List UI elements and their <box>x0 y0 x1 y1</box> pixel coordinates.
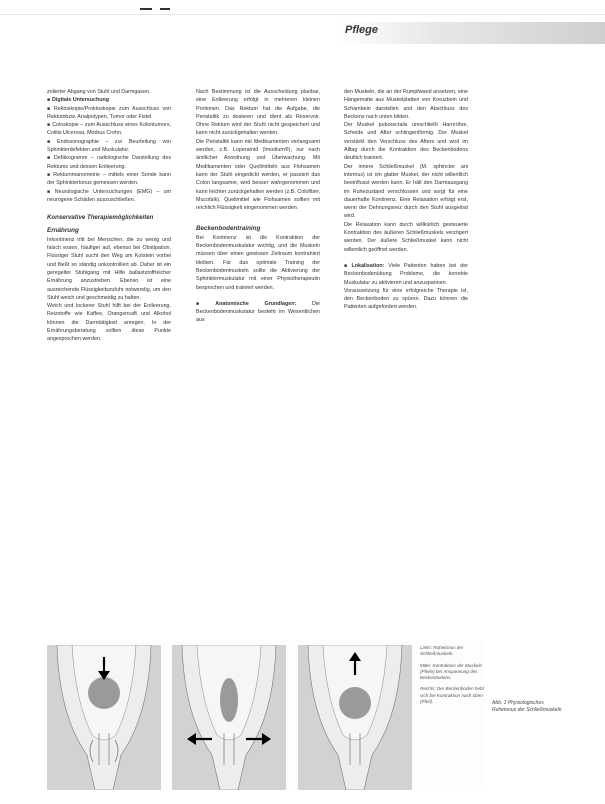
paragraph: Voraussetzung für eine erfolgreiche Therapie ist, den Beckenboden zu spüren. Dazu können die Patienten aufgefordert werden. <box>344 287 468 311</box>
anatomy-label: ■ Anatomische Grundlagen: <box>196 301 296 307</box>
paragraph <box>344 262 468 287</box>
header-dash <box>160 8 170 10</box>
anatomy-illustration <box>172 645 286 790</box>
bullet-item: ■ Defäkogramm – radiologische Darstellung des Rektums und dessen Entleerung. <box>47 154 171 171</box>
bullet-item: ■ Digitale Untersuchung <box>47 96 171 104</box>
figure-caption: Rechts: Der Beckenboden hebt sich bei Kontraktion nach oben (Pfeil). <box>420 686 484 705</box>
bullet-item: ■ Neurologische Untersuchungen (EMG) – um neurogene Schäden auszuschließen. <box>47 188 171 205</box>
anatomy-text: Die Beckenbodenmuskulatur besteht im Wesentlichen aus <box>196 300 320 324</box>
paragraph: Bei Kontinenz ist die Kontraktion der Beckenbodenmuskulatur wichtig, und die Muskeln müssen über einen gewissen Zeitraum kontrahiert bleiben. Für das optimale Training der Beckenbodenmuskeln sollte die Aktivierung der Sphinktermuskulatur mit einer Physiotherapeutin besprochen und trainiert werden. <box>196 234 320 291</box>
paragraph: Der innere Schließmuskel (M. sphincter ani internus) ist ein glatter Muskel, der nicht willentlich beeinflusst werden kann. Er hält den Darmausgang im Ruhezustand verschlossen und sorgt für eine dauerhafte Kontinenz. Eine Relaxation erfolgt erst, wenn der Dehnungsreiz durch den Stuhl ausgelöst wird. <box>344 163 468 220</box>
figure-caption: Links: Ruhetonus der Schließmuskeln. <box>420 645 464 657</box>
subsection-heading: Beckenbodentraining <box>196 225 261 233</box>
section-heading: Konservative Therapiemöglichkeiten <box>47 214 154 222</box>
figure-captions <box>420 645 488 790</box>
paragraph <box>196 300 320 325</box>
header-rule <box>0 14 605 15</box>
paragraph: Die Peristaltik kann mit Medikamenten verlangsamt werden, z.B. Loperamid (Imodium®), nur nach ärztlicher Anordnung und Überwachung. Mit Medikamenten oder Quellmitteln aus Flohsamen kann der Stuhl eingedickt werden, er passiert das Colon langsamer, wird besser wahrgenommen und kann leichter zurückgehalten werden (z.B. Colofiber, Mucofalk). Quellmittel wie Flohsamen sollten mit reichlich Flüssigkeit eingenommen werden. <box>196 138 320 212</box>
text-column-3 <box>344 88 468 312</box>
localisation-text: Viele Patienten haben bei der Beckenbodenübung Probleme, die korrekte Muskulatur zu aktivieren und anzuspannen. <box>344 262 468 286</box>
bullet-item: ■ Endosonographie – zur Beurteilung von Sphinkterdefekten und Muskulatur. <box>47 138 171 155</box>
figure-caption: Mitte: Kontraktion der Muskeln (Pfeile) bei Anspannung des Beckenbodens. <box>420 662 483 681</box>
paragraph: den Muskeln, die an der Rumpfwand ansetzen, eine Hängematte aus Muskelplatten von Kreuzbein und Schambein darstellen und den Abschluss des Beckens nach unten bilden. <box>344 89 468 120</box>
bullet-item: ■ Coloskopie – zum Ausschluss eines Kolontumors, Colitis Ulcerosa, Morbus Crohn. <box>47 121 171 138</box>
paragraph: Weich und lockerer Stuhl hilft bei der Entleerung. Reizstoffe wie Kaffee, Orangensaft und Alkohol können die Darmtätigkeit anregen. In der Ernährungsberatung sollten diese Punkte angesprochen werden. <box>47 303 171 343</box>
figure-panel-lift <box>298 645 412 790</box>
paragraph: Die Relaxation kann durch willkürlich gesteuerte Kontraktion des äußeren Schließmuskels verzögert werden. Der äußere Schließmuskel kann nicht willentlich geöffnet werden. <box>344 221 468 253</box>
text-column-1 <box>47 88 171 344</box>
bullet-item: ■ Rektummanometrie – mittels einer Sonde kann der Sphinktertonus gemessen werden. <box>47 171 171 188</box>
text-column-2 <box>196 88 320 325</box>
figure-panel-rest <box>47 645 161 790</box>
figure-panel-contraction <box>172 645 286 790</box>
bullet-item: ■ Rektoskopie/Proktoskopie zum Ausschluss von Rektumbzw. Analpolypen, Tumor oder Fistel. <box>47 105 171 122</box>
paragraph: Inkontinenz tritt bei Menschen, die zu wenig und falsch essen, häufiger auf, ebenso bei Obstipation. Flüssiger Stuhl sucht den Weg am Kotstein vorbei und fließt so ständig unkontrolliert ab. Daher ist ein geregelter Stuhlgang mit Hilfe ballaststoffreicher Ernährung anzustreben. Ebenso ist eine ausreichende Flüssigkeitszufuhr notwendig, um den Stuhl weich und geschmeidig zu halten. <box>47 236 171 301</box>
localisation-label: ■ Lokalisation: <box>344 263 384 269</box>
anatomy-illustration <box>298 645 412 790</box>
paragraph: Der Muskel puborectalis umschließt Harnröhre, Scheide und After schlingenförmig. Der Muskel verstärkt den Verschluss des Afters und wird im Alltag durch die Kontraktion des Beckenbodens deutlich trainiert. <box>344 122 468 162</box>
paragraph: Nach Bestimmung ist die Ausscheidung planbar, eine Entleerung erfolgt in mehreren kleinen Portionen. Das Rektum hat die Aufgabe, die Peristaltik zu dosieren und dient als Reservoir. Ohne Rektum wird der Stuhl nicht gespeichert und kann nicht zurückgehalten werden. <box>196 89 320 137</box>
anatomy-illustration <box>47 645 161 790</box>
paragraph: zolierter Abgang von Stuhl und Darmgasen. <box>47 89 151 95</box>
subsection-heading: Ernährung <box>47 227 79 235</box>
figure-title: Abb. 1 Physiologisches Ruhetonus der Schließmuskeln <box>492 700 562 713</box>
section-title: Pflege <box>345 24 379 36</box>
section-tab <box>338 22 605 44</box>
header-dash <box>140 8 152 10</box>
